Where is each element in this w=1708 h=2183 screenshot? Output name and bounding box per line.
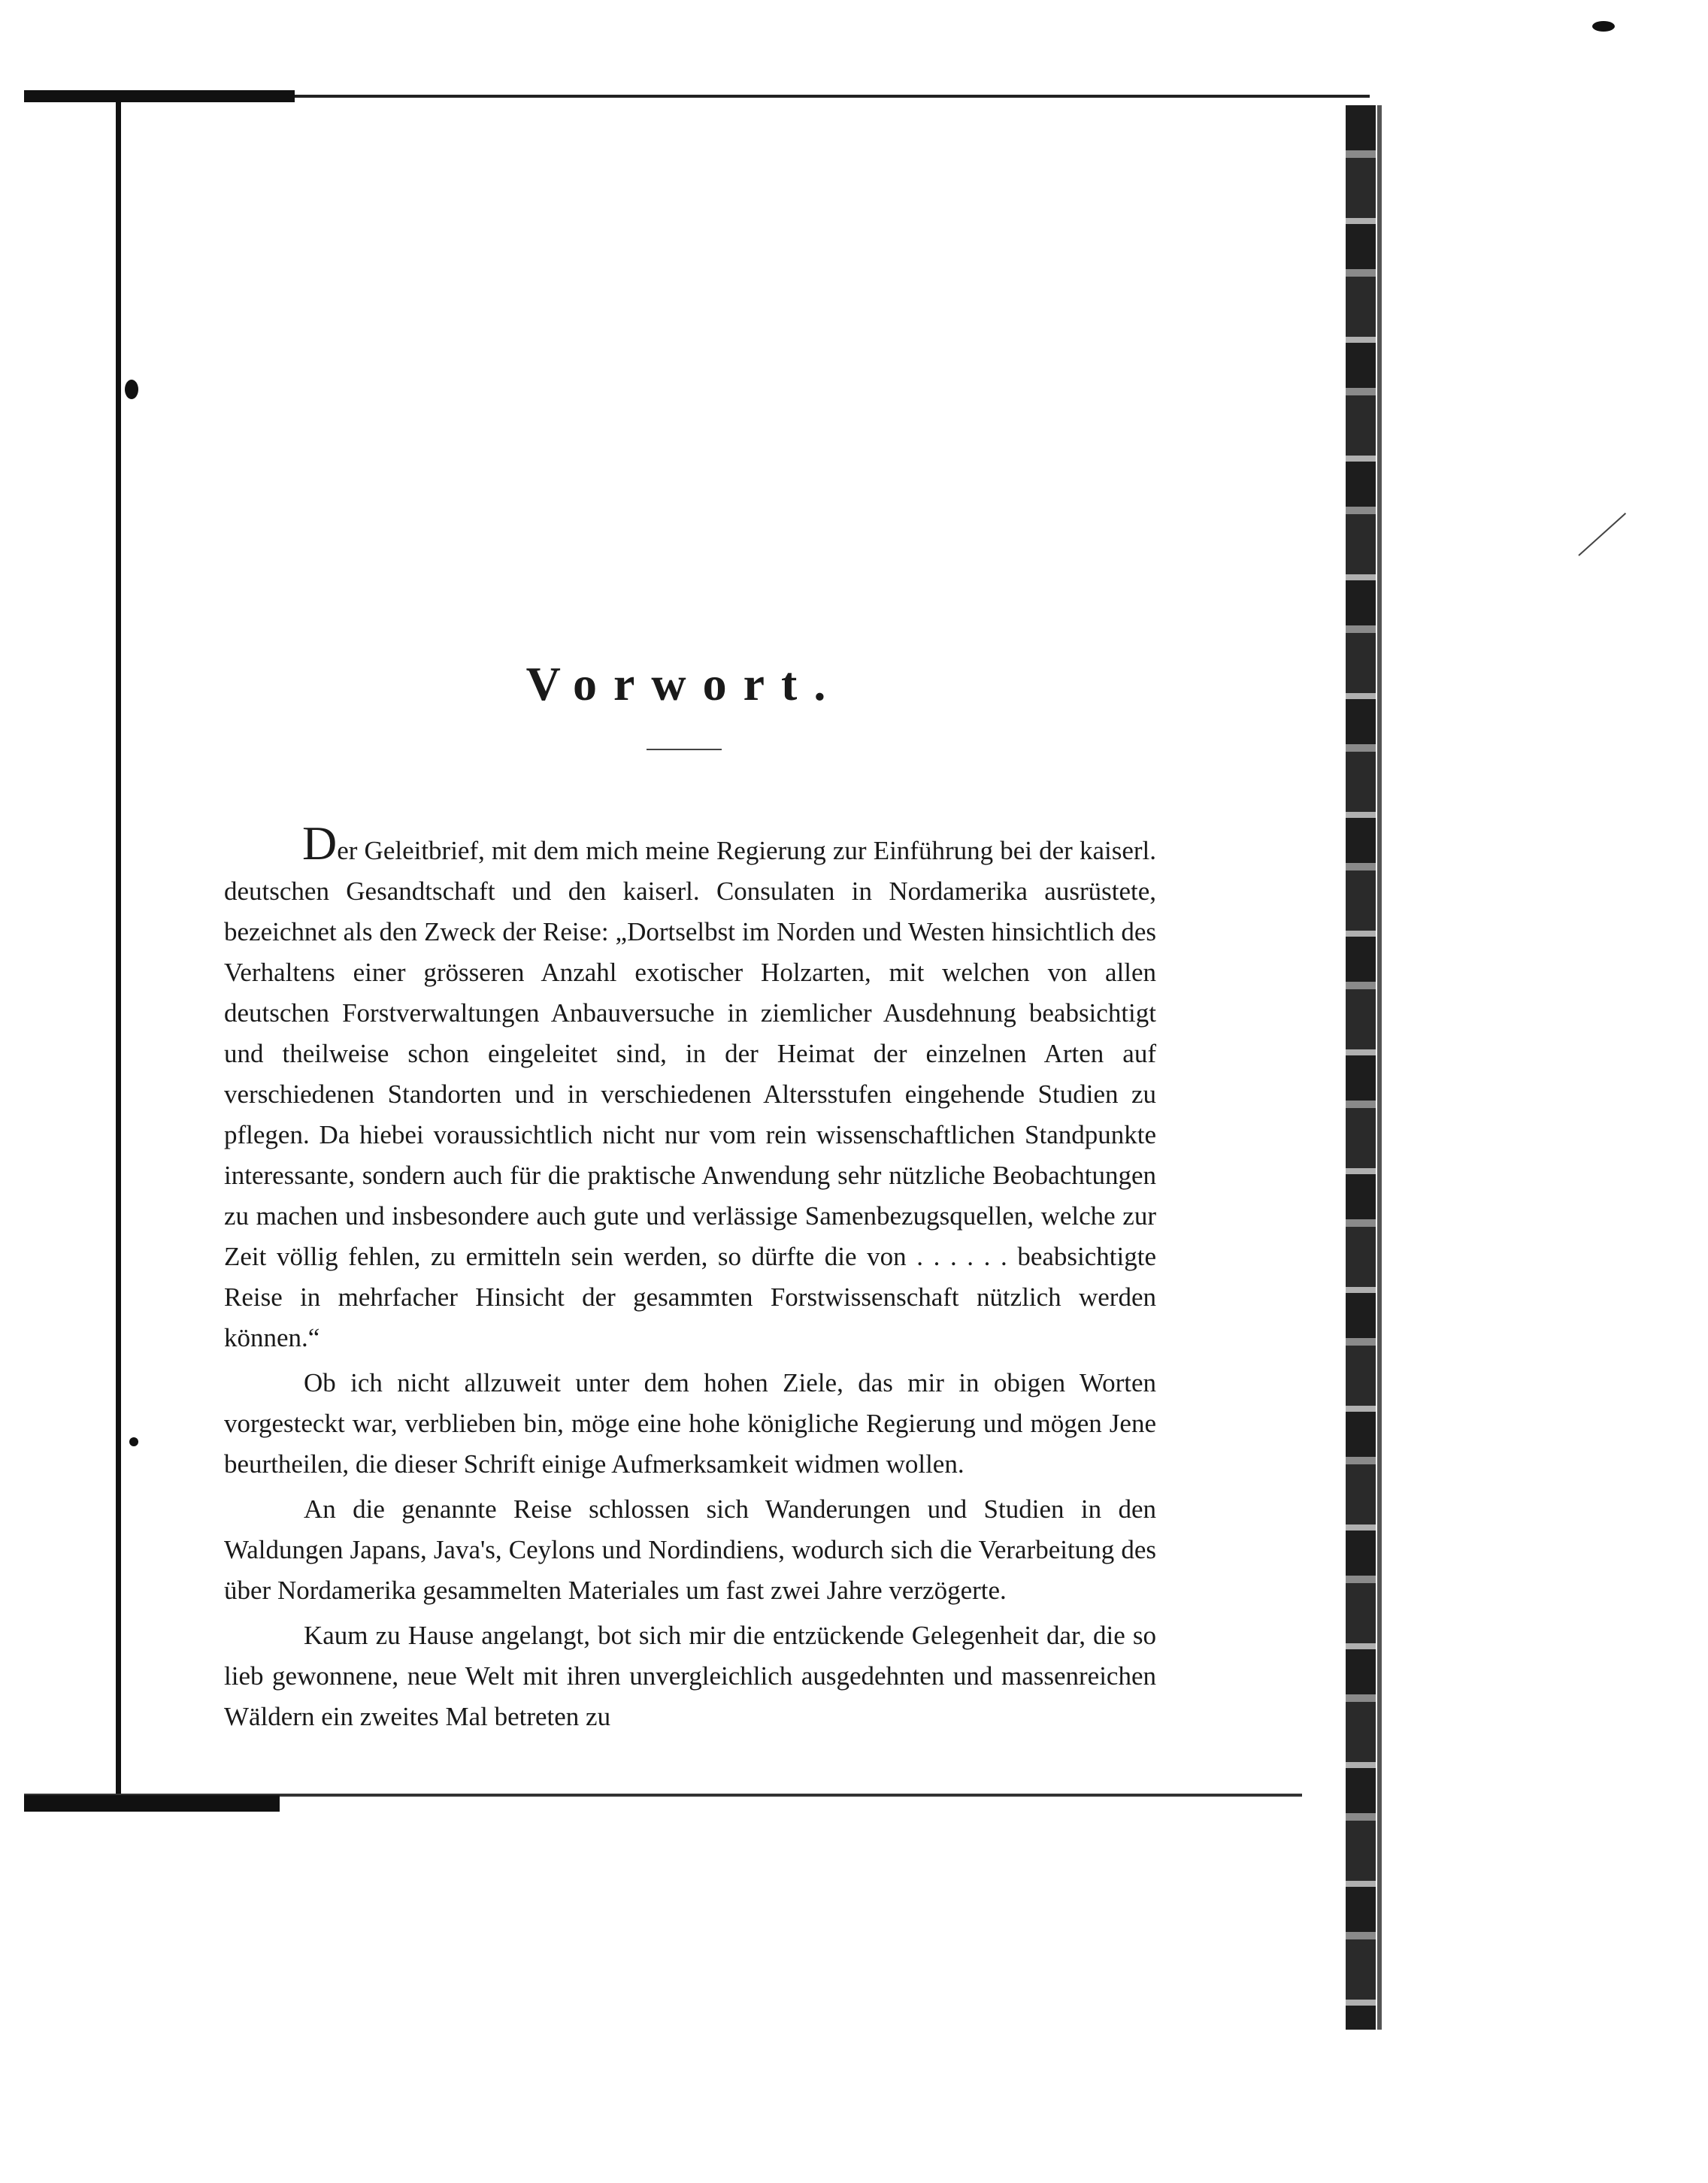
- book-spine-shadow: [1346, 105, 1376, 2030]
- pencil-mark: [1578, 513, 1626, 556]
- scan-speck: [1592, 21, 1615, 32]
- page-title: Vorwort.: [525, 656, 843, 710]
- paragraph-1-text: er Geleitbrief, mit dem mich meine Regierung zur Einführung bei der kaiserl. deutschen Gesandtschaft und den kaiserl. Consulaten in Nordamerika ausrüstete, bezeichnet als den Zweck der Reise: „Dortselbst im Norden und Westen hinsichtlich des Verhaltens einer grösseren Anzahl exotischer Holzarten, mit welchen von allen deutschen Forstverwaltungen Anbauversuche in ziemlicher Ausdehnung beabsichtigt und theilweise schon eingeleitet sind, in der Heimat der einzelnen Arten auf verschiedenen Standorten und in verschiedenen Altersstufen eingehende Studien zu pflegen. Da hiebei voraussichtlich nicht nur vom rein wissenschaftlichen Standpunkte interessante, sondern auch für die praktische Anwendung sehr nützliche Beobachtungen zu machen und insbesondere auch gute und verlässige Samenbezugsquellen, welche zur Zeit völlig fehlen, zu ermitteln sein werden, so dürfte die von . . . . . . beabsichtigte Reise in mehrfacher Hinsicht der gesammten Forstwissenschaft nützlich werden können.“: [224, 836, 1156, 1352]
- scan-border-bottom-thick: [24, 1795, 280, 1812]
- paragraph-3: An die genannte Reise schlossen sich Wanderungen und Studien in den Waldungen Japans, Java's, Ceylons und Nordindiens, wodurch sich die Verarbeitung des über Nordamerika gesammelten Materiales um fast zwei Jahre verzögerte.: [224, 1494, 1156, 1605]
- paragraph-4: Kaum zu Hause angelangt, bot sich mir die entzückende Gelegenheit dar, die so lieb gewonnene, neue Welt mit ihren unvergleichlich ausgedehnten und massenreichen Wäldern ein zweites Mal betreten zu: [224, 1621, 1156, 1731]
- scan-speck: [129, 1437, 138, 1446]
- body-text: [224, 816, 1156, 1737]
- book-spine-edge: [1377, 105, 1382, 2030]
- title-divider: [647, 749, 722, 750]
- scan-speck: [125, 380, 138, 399]
- paragraph-1: [224, 816, 1156, 1358]
- scan-border-top-thick: [24, 90, 295, 102]
- paragraph-2: Ob ich nicht allzuweit unter dem hohen Ziele, das mir in obigen Worten vorgesteckt war, verblieben bin, möge eine hohe königliche Regierung und mögen Jene beurtheilen, die dieser Schrift einige Aufmerksamkeit widmen wollen.: [224, 1368, 1156, 1479]
- initial-letter: D: [302, 816, 338, 870]
- scan-border-left: [116, 95, 121, 1797]
